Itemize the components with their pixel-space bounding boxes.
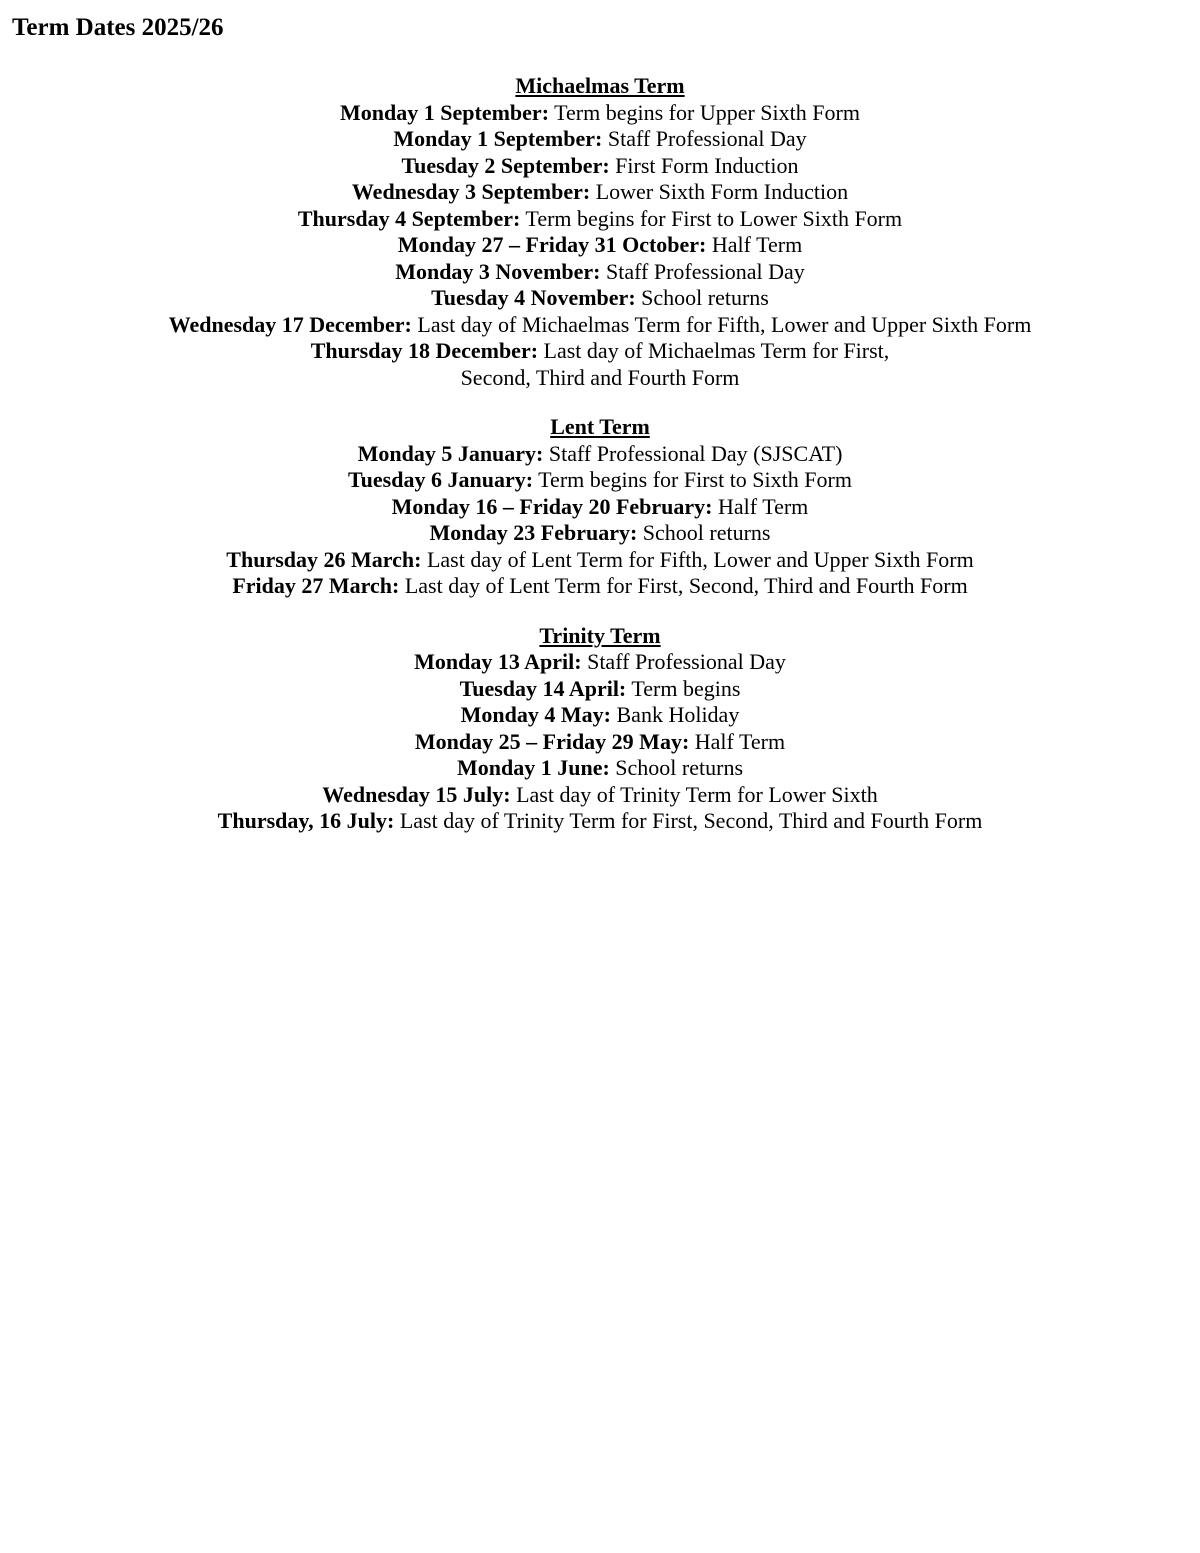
term-entry	[0, 312, 1200, 339]
entry-date: Tuesday 6 January:	[348, 467, 534, 492]
entry-text: Lower Sixth Form Induction	[590, 179, 849, 204]
term-entry	[0, 100, 1200, 127]
entry-date: Monday 1 September:	[393, 126, 603, 151]
term-entry	[0, 755, 1200, 782]
page-title: Term Dates 2025/26	[12, 14, 224, 41]
entry-date: Monday 3 November:	[395, 258, 601, 284]
term-entry	[0, 285, 1200, 312]
term-heading-lent: Lent Term	[550, 414, 650, 439]
entry-text: Last day of Michaelmas Term for Fifth, Lower and Upper Sixth Form	[411, 311, 1032, 337]
entry-text: Last day of Lent Term for First, Second, Third and Fourth Form	[399, 573, 968, 598]
term-entry	[0, 649, 1200, 676]
term-entry	[0, 232, 1200, 259]
term-entry	[0, 206, 1200, 233]
entry-text: School returns	[609, 755, 743, 780]
entry-date: Friday 27 March:	[232, 573, 400, 598]
entry-date: Monday 23 February:	[429, 520, 638, 545]
entry-text: Last day of Trinity Term for First, Second, Third and Fourth Form	[394, 808, 983, 833]
entry-text: Term begins	[626, 675, 741, 701]
entry-text: School returns	[637, 520, 771, 545]
entry-text: Half Term	[712, 493, 809, 519]
term-entry	[0, 441, 1200, 468]
entry-date: Monday 5 January:	[357, 440, 544, 466]
term-heading-michaelmas: Michaelmas Term	[515, 73, 685, 98]
term-entry	[0, 338, 1200, 365]
entry-date: Monday 4 May:	[460, 702, 611, 727]
term-heading-trinity: Trinity Term	[539, 622, 661, 648]
entry-date: Thursday, 16 July:	[217, 808, 395, 833]
entry-text: Staff Professional Day	[602, 126, 807, 151]
entry-date: Wednesday 17 December:	[168, 311, 412, 337]
entry-text: Last day of Trinity Term for Lower Sixth	[510, 781, 878, 807]
trinity-term-section	[0, 623, 1200, 835]
term-entry	[0, 153, 1200, 180]
entry-date: Monday 1 September:	[340, 99, 550, 125]
entry-date: Tuesday 2 September:	[401, 152, 610, 178]
entry-text: Last day of Michaelmas Term for First,	[538, 338, 890, 363]
term-entry	[0, 729, 1200, 756]
term-entry	[0, 520, 1200, 547]
entry-date: Tuesday 14 April:	[459, 675, 627, 701]
entry-date: Monday 1 June:	[457, 755, 610, 780]
term-entry	[0, 126, 1200, 153]
term-entry	[0, 702, 1200, 729]
entry-date: Monday 25 – Friday 29 May:	[414, 728, 690, 754]
term-entry	[0, 547, 1200, 574]
lent-term-section	[0, 414, 1200, 600]
entry-text: School returns	[635, 285, 769, 310]
entry-date: Thursday 26 March:	[226, 546, 422, 572]
term-entry	[0, 494, 1200, 521]
entry-text: Term begins for First to Lower Sixth Form	[520, 205, 903, 231]
entry-date: Thursday 18 December:	[310, 338, 539, 363]
entry-text: Half Term	[689, 728, 786, 754]
term-entry	[0, 676, 1200, 703]
entry-date: Wednesday 15 July:	[322, 781, 511, 807]
entry-date: Tuesday 4 November:	[431, 285, 636, 310]
entry-date: Wednesday 3 September:	[351, 179, 591, 204]
term-dates-content	[0, 73, 1200, 858]
term-entry	[0, 179, 1200, 206]
michaelmas-term-section	[0, 73, 1200, 391]
entry-text: Staff Professional Day	[600, 258, 805, 284]
entry-text: Bank Holiday	[611, 702, 740, 727]
entry-text: Half Term	[706, 232, 803, 257]
entry-date: Monday 13 April:	[414, 649, 582, 674]
entry-text: First Form Induction	[609, 152, 799, 178]
entry-text: Last day of Lent Term for Fifth, Lower and Upper Sixth Form	[421, 546, 974, 572]
entry-date: Monday 27 – Friday 31 October:	[397, 232, 707, 257]
entry-text: Term begins for First to Sixth Form	[533, 467, 852, 492]
term-entry	[0, 808, 1200, 835]
entry-date: Thursday 4 September:	[297, 205, 521, 231]
entry-text: Term begins for Upper Sixth Form	[549, 99, 860, 125]
term-entry-continuation: Second, Third and Fourth Form	[460, 364, 740, 390]
entry-text: Staff Professional Day (SJSCAT)	[543, 440, 843, 466]
term-entry	[0, 467, 1200, 494]
term-entry	[0, 573, 1200, 600]
term-entry	[0, 259, 1200, 286]
term-entry	[0, 782, 1200, 809]
entry-date: Monday 16 – Friday 20 February:	[391, 493, 713, 519]
entry-text: Staff Professional Day	[581, 649, 786, 674]
